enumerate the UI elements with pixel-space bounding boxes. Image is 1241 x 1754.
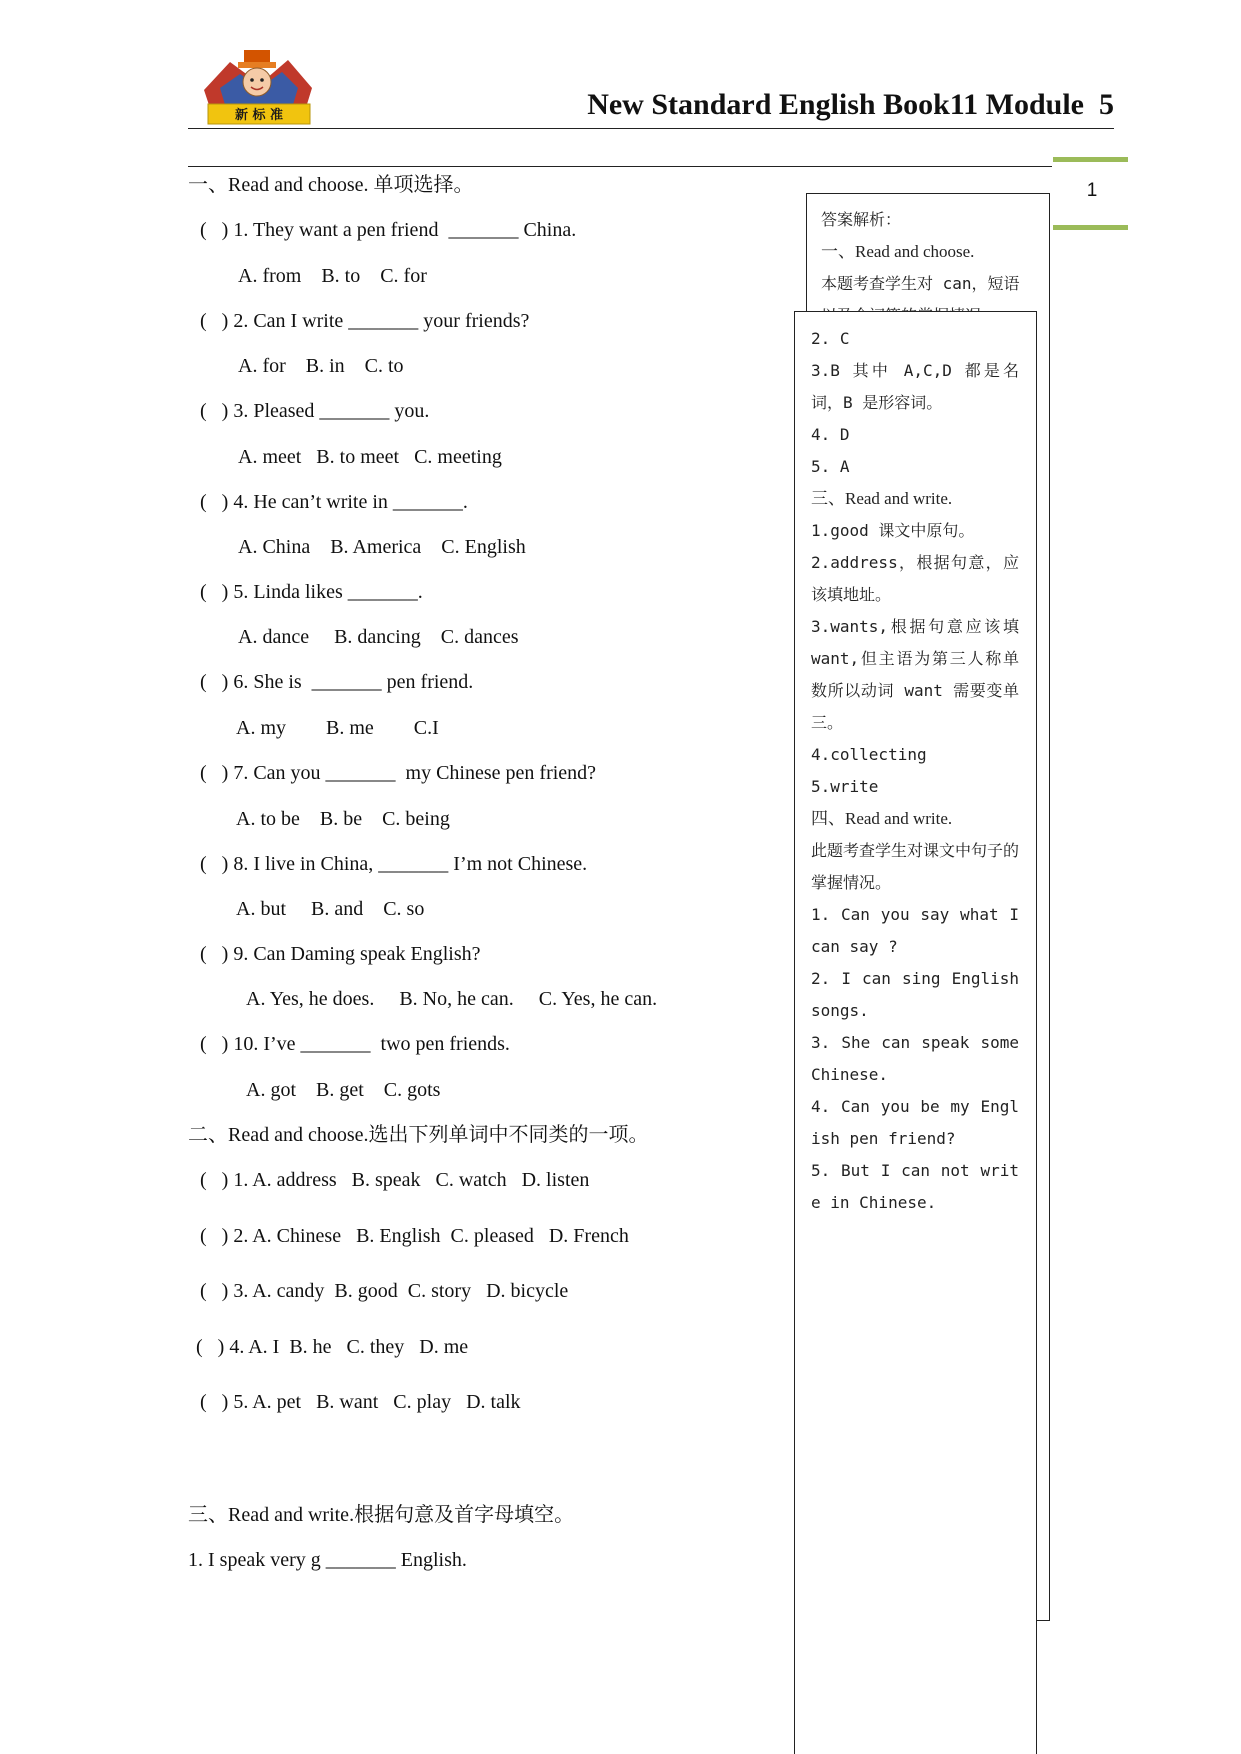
- question-text: 1. I speak very g _______ English.: [188, 1549, 467, 1571]
- question-text: ( ) 1. They want a pen friend _______ China.: [200, 219, 577, 241]
- question-options: A. meet B. to meet C. meeting: [238, 446, 502, 468]
- question-text: ( ) 4. A. I B. he C. they D. me: [196, 1336, 469, 1358]
- question-text: ( ) 7. Can you _______ my Chinese pen friend?: [200, 762, 597, 784]
- answer-item: 2. C: [811, 329, 850, 348]
- answer-section-title: 四、Read and write.: [811, 809, 953, 828]
- answer-item: 4. Can you be my English pen friend?: [811, 1097, 1019, 1148]
- section-heading-2: 二、Read and choose.选出下列单词中不同类的一项。: [188, 1124, 649, 1146]
- question-options: A. to be B. be C. being: [236, 808, 450, 830]
- question-options: A. China B. America C. English: [238, 536, 526, 558]
- page-number: 1: [1086, 180, 1098, 201]
- logo-text: 新 标 准: [234, 108, 284, 123]
- question-text: ( ) 3. A. candy B. good C. story D. bicycle: [200, 1280, 569, 1302]
- answer-item: 4.collecting: [811, 745, 927, 764]
- question-text: ( ) 8. I live in China, _______ I’m not Chinese.: [200, 853, 588, 875]
- page-number-accent-top: [1053, 157, 1128, 162]
- answer-item: 3.B 其中 A,C,D 都是名词，B 是形容词。: [811, 361, 1019, 412]
- question-text: ( ) 1. A. address B. speak C. watch D. listen: [200, 1169, 590, 1191]
- answer-item: 3.wants,根据句意应该填 want,但主语为第三人称单数所以动词 want 需要变单三。: [811, 617, 1019, 732]
- question-text: ( ) 3. Pleased _______ you.: [200, 400, 430, 422]
- answer-item: 4. D: [811, 425, 850, 444]
- answer-item: 2.address，根据句意，应该填地址。: [811, 553, 1019, 604]
- page-number-accent-bottom: [1053, 225, 1128, 230]
- question-text: ( ) 10. I’ve _______ two pen friends.: [200, 1033, 510, 1055]
- question-text: ( ) 2. A. Chinese B. English C. pleased D. French: [200, 1225, 629, 1247]
- answer-item: 5. But I can not write in Chinese.: [811, 1161, 1019, 1212]
- answer-item: 1. Can you say what I can say ?: [811, 905, 1019, 956]
- answer-item: 2. I can sing English songs.: [811, 969, 1019, 1020]
- question-text: ( ) 4. He can’t write in _______.: [200, 491, 468, 513]
- section-heading-3: 三、Read and write.根据句意及首字母填空。: [188, 1504, 575, 1526]
- document-title: New Standard English Book11 Module 5: [587, 88, 1114, 121]
- question-options: A. for B. in C. to: [238, 355, 404, 377]
- answer-item: 5.write: [811, 777, 879, 796]
- question-text: ( ) 6. She is _______ pen friend.: [200, 671, 474, 693]
- answer-text: 本题考查学生对 can，短语: [821, 274, 1020, 293]
- question-text: ( ) 9. Can Daming speak English?: [200, 943, 481, 965]
- question-text: ( ) 5. Linda likes _______.: [200, 581, 423, 603]
- question-options: A. but B. and C. so: [236, 898, 425, 920]
- answer-heading: 答案解析：: [821, 210, 902, 229]
- answer-section-title: 一、Read and choose.: [821, 242, 975, 261]
- question-options: A. got B. get C. gots: [246, 1079, 441, 1101]
- answer-item: 5. A: [811, 457, 850, 476]
- question-options: A. dance B. dancing C. dances: [238, 626, 519, 648]
- question-text: ( ) 2. Can I write _______ your friends?: [200, 310, 530, 332]
- logo-image: [200, 48, 318, 126]
- question-options: A. Yes, he does. B. No, he can. C. Yes, he can.: [246, 988, 658, 1010]
- answer-item: 3. She can speak some Chinese.: [811, 1033, 1019, 1084]
- content-rule: [188, 166, 1052, 167]
- answer-item: 此题考查学生对课文中句子的掌握情况。: [811, 841, 1020, 892]
- question-options: A. from B. to C. for: [238, 265, 427, 287]
- section-heading-1: 一、Read and choose. 单项选择。: [188, 174, 474, 196]
- question-text: ( ) 5. A. pet B. want C. play D. talk: [200, 1391, 521, 1413]
- answer-section-title: 三、Read and write.: [811, 489, 953, 508]
- question-options: A. my B. me C.I: [236, 717, 439, 739]
- answer-box-front: [794, 311, 1037, 1754]
- header-rule: [188, 128, 1114, 129]
- answer-item: 1.good 课文中原句。: [811, 521, 975, 540]
